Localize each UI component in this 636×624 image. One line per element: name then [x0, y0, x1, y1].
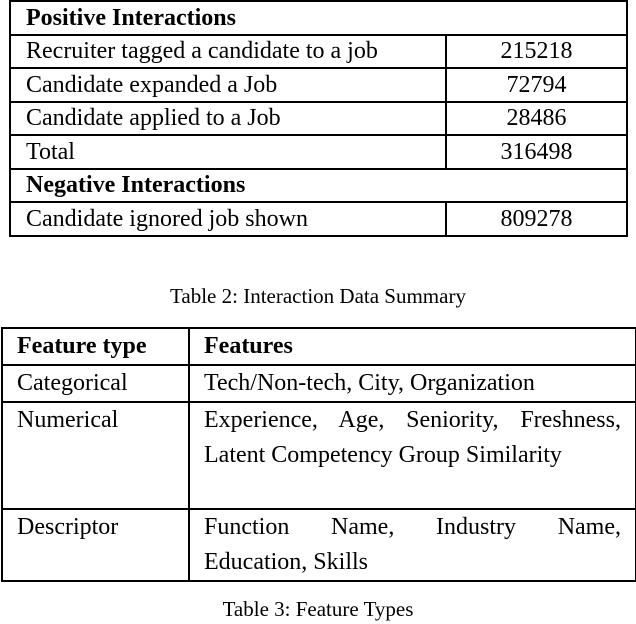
table-row: [2, 509, 636, 581]
interaction-label: Candidate ignored job shown: [10, 202, 446, 236]
table-3-caption: Table 3: Feature Types: [222, 597, 414, 621]
interaction-count: 72794: [446, 68, 627, 102]
header-row: [2, 328, 636, 365]
table-row: [10, 202, 627, 236]
positive-interactions-header: Positive Interactions: [10, 1, 627, 35]
table-row: [2, 365, 636, 402]
interaction-label: Candidate applied to a Job: [10, 102, 446, 136]
features-cell: Tech/Non-tech, City, Organization: [189, 365, 636, 402]
interaction-data-table: [9, 0, 628, 237]
table-row: [10, 135, 627, 169]
interaction-count: 809278: [446, 202, 627, 236]
table-row: [10, 102, 627, 136]
table-row: [2, 402, 636, 509]
interaction-label: Total: [10, 135, 446, 169]
interaction-count: 316498: [446, 135, 627, 169]
table-row: [10, 68, 627, 102]
feature-type-cell: Categorical: [2, 365, 189, 402]
column-header-features: Features: [189, 328, 636, 365]
interaction-count: 215218: [446, 35, 627, 69]
features-cell: Experience, Age, Seniority, Freshness, Latent Competency Group Similarity: [189, 402, 636, 509]
feature-type-cell: Numerical: [2, 402, 189, 509]
section-header-row: [10, 169, 627, 203]
table-2-caption: Table 2: Interaction Data Summary: [170, 284, 466, 308]
section-header-row: [10, 1, 627, 35]
negative-interactions-header: Negative Interactions: [10, 169, 627, 203]
column-header-feature-type: Feature type: [2, 328, 189, 365]
interaction-label: Candidate expanded a Job: [10, 68, 446, 102]
features-cell: Function Name, Industry Name, Education, Skills: [189, 509, 636, 581]
interaction-count: 28486: [446, 102, 627, 136]
feature-type-cell: Descriptor: [2, 509, 189, 581]
interaction-label: Recruiter tagged a candidate to a job: [10, 35, 446, 69]
table-row: [10, 35, 627, 69]
feature-types-table: [1, 327, 636, 582]
